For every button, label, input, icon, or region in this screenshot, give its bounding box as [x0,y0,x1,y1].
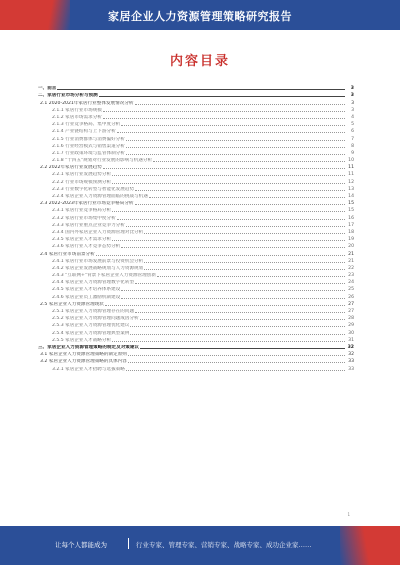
toc-entry[interactable] [38,278,354,285]
toc-leader-dots [126,140,345,141]
toc-entry-label: 一、前言 [38,86,57,92]
toc-leader-dots [126,154,345,155]
toc-leader-dots [126,226,345,227]
toc-entry[interactable] [38,328,354,335]
toc-entry-label: 2.2.2 行业市场规模预测分析 [52,179,112,185]
toc-entry-page: 32 [347,344,354,350]
toc-entry-page: 31 [348,337,354,343]
toc-entry[interactable] [38,106,354,113]
toc-entry-page: 24 [348,280,354,286]
toc-leader-dots [128,355,345,356]
toc-entry-label: 2.3.1 家居行业竞争格局分析 [52,208,112,214]
toc-entry[interactable] [38,156,354,163]
toc-leader-dots [144,262,345,263]
toc-entry-label: 3.2.1 家居企业人才招聘与选拔策略 [52,366,125,372]
toc-entry[interactable] [38,314,354,321]
toc-entry-page: 13 [348,186,354,192]
toc-entry-page: 4 [351,114,354,120]
toc-leader-dots [135,312,345,313]
toc-leader-dots [126,370,345,371]
toc-entry[interactable] [38,134,354,141]
toc-entry-label: 2.4 家居行业市场前景分析 [40,251,95,257]
toc-leader-dots [112,175,345,176]
toc-leader-dots [103,118,345,119]
toc-entry-label: 2.4.6 家居企业员工激励机制建设 [52,294,121,300]
toc-leader-dots [121,290,345,291]
toc-entry[interactable] [38,213,354,220]
toc-leader-dots [126,147,345,148]
toc-entry-label: 2.3.4 国内外家居企业人力资源管理对比分析 [52,229,144,235]
toc-leader-dots [135,283,345,284]
toc-leader-dots [112,211,345,212]
page-number: 1 [347,512,350,517]
toc-entry[interactable] [38,235,354,242]
toc-entry-label: 2.1.6 行业经营模式与销售渠道分析 [52,143,125,149]
toc-entry-label: 二、家居行业市场分析与预测 [38,93,98,99]
toc-entry[interactable] [38,285,354,292]
toc-entry-label: 2.5.2 家居企业人力资源管理问题成因分析 [52,316,139,322]
toc-leader-dots [140,348,345,349]
toc-leader-dots [117,132,345,133]
toc-entry-page: 18 [348,229,354,235]
toc-entry[interactable] [38,91,354,98]
toc-entry-page: 8 [351,143,354,149]
toc-entry-page: 19 [348,237,354,243]
toc-entry-label: 2.5 家居企业人力资源管理现状 [40,301,104,307]
toc-entry-page: 3 [351,107,354,113]
toc-entry[interactable] [38,357,354,364]
toc-leader-dots [99,96,345,97]
toc-entry-page: 15 [348,208,354,214]
toc-entry-page: 6 [351,129,354,135]
toc-leader-dots [121,247,345,248]
toc-leader-dots [149,197,345,198]
toc-entry[interactable] [38,228,354,235]
toc-entry-page: 15 [348,201,354,207]
toc-entry[interactable] [38,364,354,371]
toc-entry-page: 21 [348,251,354,257]
toc-leader-dots [130,326,345,327]
toc-entry[interactable] [38,350,354,357]
toc-entry-label: 2.1.5 行业消费群体与消费偏好分析 [52,136,125,142]
toc-leader-dots [135,190,345,191]
toc-leader-dots [112,341,345,342]
report-title: 家居企业人力资源管理策略研究报告 [108,10,292,23]
footer-tags: 行业专家、管理专家、营销专家、战略专家、成功企业家…… [136,541,312,549]
toc-entry[interactable] [38,343,354,350]
footer-divider [128,538,129,549]
table-of-contents [38,84,354,372]
toc-entry-label: 2.3.2 家居行业市场集中度分析 [52,215,116,221]
toc-entry-page: 5 [351,122,354,128]
toc-leader-dots [103,111,345,112]
toc-entry-page: 33 [348,366,354,372]
toc-entry-label: 2.4.3 "互联网+"背景下家居企业人力资源管理创新 [52,273,156,279]
toc-entry-page: 3 [351,100,354,106]
toc-entry-page: 33 [348,359,354,365]
toc-entry-label: 3.1 家居企业人力资源管理策略的制定原则 [40,352,127,358]
toc-leader-dots [135,104,345,105]
toc-entry-page: 3 [350,86,354,92]
toc-entry-label: 2.3.6 家居行业人才竞争态势分析 [52,244,121,250]
toc-entry[interactable] [38,321,354,328]
toc-entry-label: 2.1.1 家居行业市场规模 [52,107,102,113]
toc-entry[interactable] [38,221,354,228]
toc-entry-label: 2.3.3 家居行业重点企业竞争力分析 [52,222,125,228]
toc-entry-page: 26 [348,294,354,300]
toc-entry-page: 10 [348,158,354,164]
toc-leader-dots [144,269,345,270]
toc-entry[interactable] [38,257,354,264]
toc-entry[interactable] [38,142,354,149]
footer-slogan: 让每个人都能成为 [55,541,107,549]
toc-leader-dots [135,204,345,205]
toc-entry-page: 7 [351,136,354,142]
toc-entry-label: 3.2 家居企业人力资源管理策略的具体内容 [40,359,127,365]
toc-leader-dots [57,89,345,90]
toc-entry-label: 2.1.8 "十四五"规划对行业发展的影响与机遇分析 [52,158,153,164]
toc-entry-label: 2.5.1 家居企业人力资源管理存在的问题 [52,309,135,314]
toc-leader-dots [157,276,345,277]
toc-entry-page: 16 [348,215,354,221]
toc-entry[interactable] [38,163,354,170]
toc-entry-page: 21 [348,258,354,264]
toc-entry-page: 11 [348,172,354,178]
toc-entry-page: 29 [348,323,354,329]
toc-entry-label: 2.1.4 产业链结构与上下游分析 [52,129,116,135]
toc-entry-label: 三、家居企业人力资源管理策略的制定及对策建议 [38,344,140,350]
toc-entry-label: 2.4.5 家居企业人才培养体系建设 [52,287,121,293]
toc-entry-page: 17 [348,222,354,228]
toc-entry-page: 14 [348,194,354,199]
toc-entry[interactable] [38,271,354,278]
toc-entry-label: 2.2.1 家居行业发展趋势分析 [52,172,112,178]
toc-entry[interactable] [38,149,354,156]
toc-entry-label: 2.5.4 家居企业人力资源管理典型案例 [52,330,130,336]
toc-entry-page: 30 [348,330,354,336]
toc-leader-dots [105,305,345,306]
toc-entry[interactable] [38,127,354,134]
toc-leader-dots [96,255,345,256]
toc-entry-label: 2.3.5 家居企业人才需求分析 [52,237,112,243]
toc-leader-dots [121,125,345,126]
toc-leader-dots [112,183,345,184]
toc-entry[interactable] [38,292,354,299]
toc-entry-page: 32 [348,352,354,358]
toc-entry-page: 9 [351,150,354,156]
toc-entry[interactable] [38,206,354,213]
toc-entry-label: 2.4.4 家居企业人力资源管理数字化转型 [52,280,135,286]
toc-entry-label: 2.4.2 家居企业发展战略规划与人力资源规划 [52,265,144,271]
toc-entry-label: 2.2.3 行业数字化转型与智能化发展趋势 [52,186,135,192]
toc-entry-label: 2.1.2 家居市场需求分析 [52,114,102,120]
toc-entry[interactable] [38,113,354,120]
toc-entry[interactable] [38,98,354,105]
toc-entry-label: 2.5.3 家居企业人力资源管理优化建议 [52,323,130,329]
toc-entry-page: 20 [348,244,354,250]
toc-entry-label: 2.1.3 行业竞争格局、集中度分析 [52,122,121,128]
toc-entry[interactable] [38,170,354,177]
toc-leader-dots [140,319,345,320]
toc-entry-label: 2.3 2022-2023年家居行业市场竞争格局分析 [40,201,134,207]
toc-entry[interactable] [38,300,354,307]
toc-entry[interactable] [38,242,354,249]
toc-entry-page: 27 [348,301,354,307]
toc-entry[interactable] [38,199,354,206]
toc-entry-page: 3 [350,93,354,99]
toc-leader-dots [103,168,345,169]
toc-entry[interactable] [38,307,354,314]
toc-entry[interactable] [38,192,354,199]
toc-leader-dots [144,233,345,234]
toc-entry-label: 2.4.1 家居行业市场发展前景与投资机会分析 [52,258,144,264]
toc-entry[interactable] [38,177,354,184]
toc-entry-label: 2.1.7 行业政策环境与监管体制分析 [52,150,125,156]
toc-entry-page: 27 [348,309,354,314]
toc-leader-dots [130,334,345,335]
toc-entry-page: 22 [348,265,354,271]
toc-leader-dots [153,161,345,162]
toc-entry-label: 2.1 2020-2021年家居行业整体发展情况分析 [40,100,134,106]
toc-entry-label: 2.5.5 家居企业人才战略分析 [52,337,112,343]
toc-entry[interactable] [38,336,354,343]
toc-leader-dots [121,298,345,299]
toc-entry-label: 2.2.4 家居企业人力资源管理面临的挑战与机遇 [52,194,148,199]
toc-entry[interactable] [38,84,354,91]
toc-leader-dots [117,219,345,220]
toc-entry-label: 2.2 2022年家居行业发展趋势 [40,165,102,171]
toc-entry-page: 28 [348,316,354,322]
footer-accent-stripe [340,526,400,565]
toc-leader-dots [112,240,345,241]
toc-entry-page: 23 [348,273,354,279]
toc-entry-page: 12 [348,179,354,185]
toc-entry[interactable] [38,185,354,192]
toc-heading: 内容目录 [169,54,230,69]
toc-entry-page: 11 [348,165,354,171]
toc-entry[interactable] [38,120,354,127]
toc-entry[interactable] [38,264,354,271]
toc-entry-page: 25 [348,287,354,293]
toc-leader-dots [128,362,345,363]
toc-entry[interactable] [38,249,354,256]
